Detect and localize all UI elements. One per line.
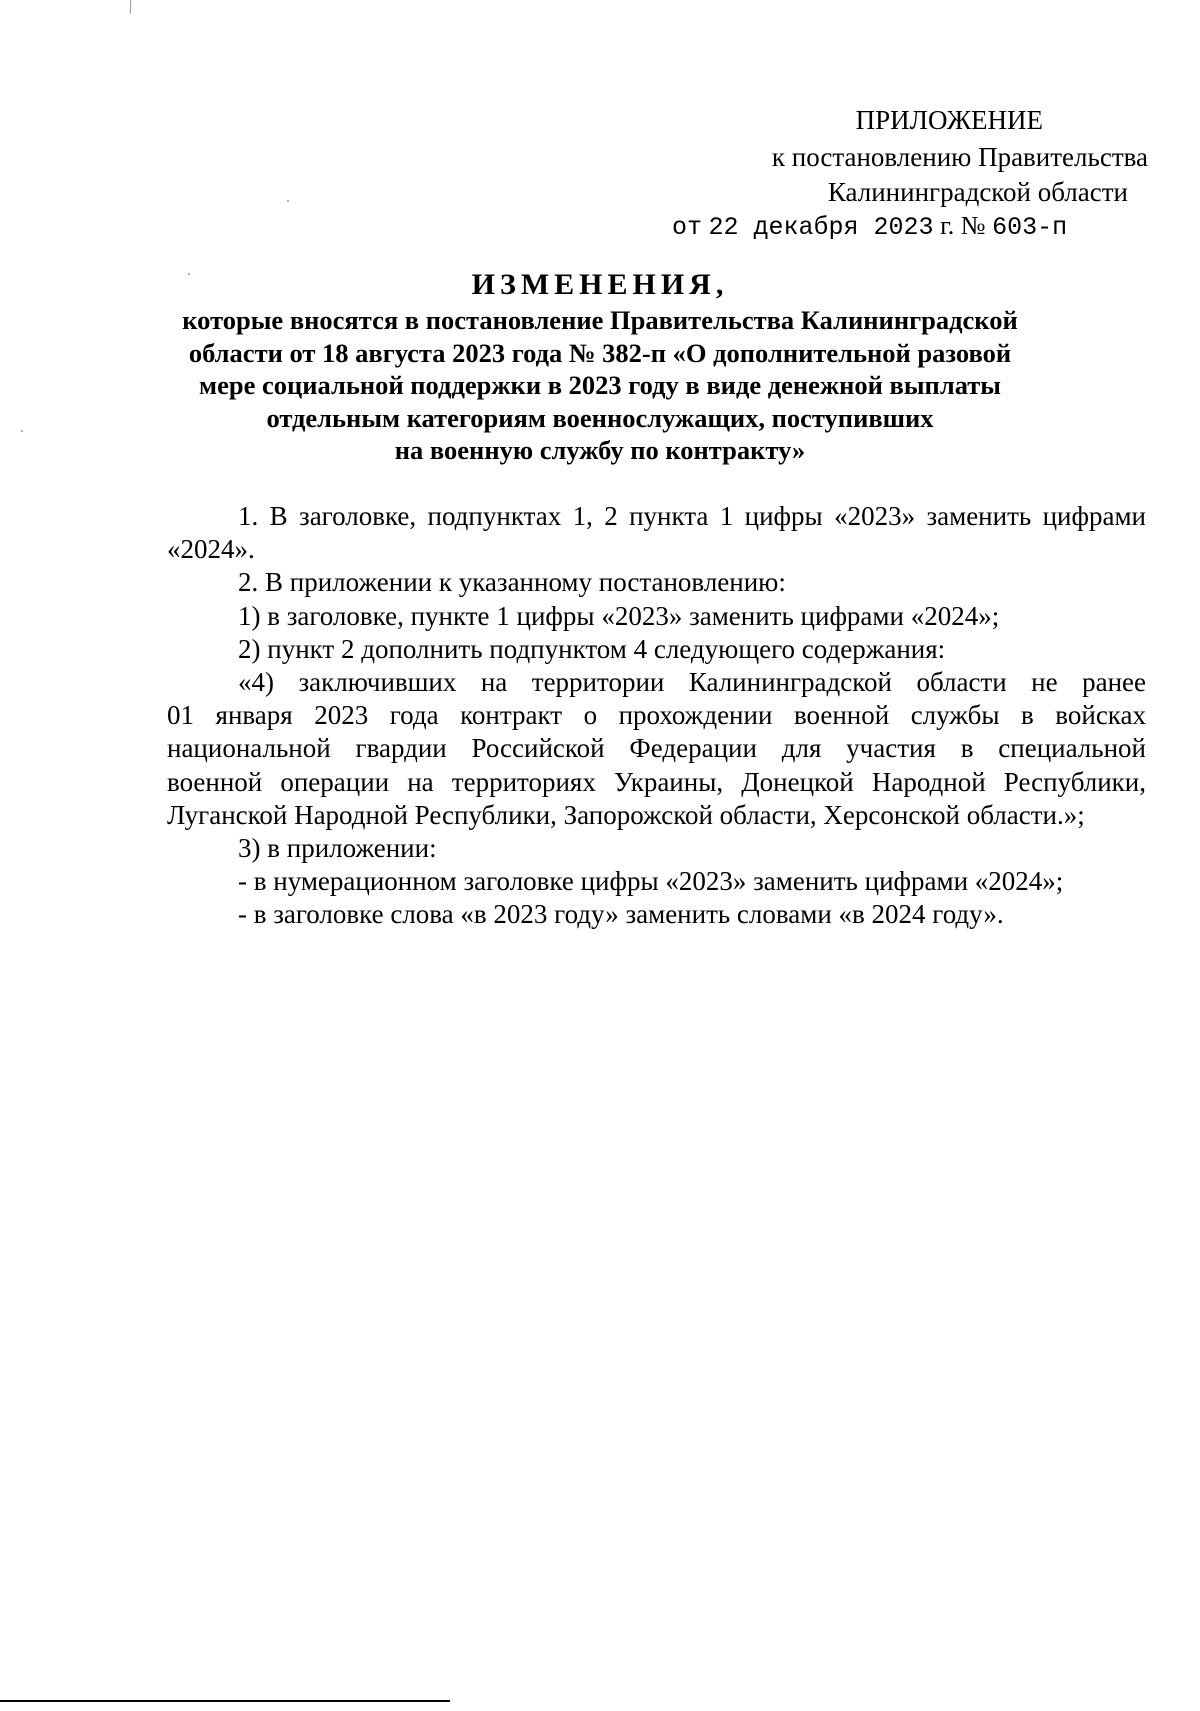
quote-line: военной операции на территориях Украины, Донецкой Народной Республики, [167, 766, 1146, 797]
paragraph-3: 1) в заголовке, пункте 1 цифры «2023» заменить цифрами «2024»; [238, 600, 1000, 631]
paragraph-1-line-2: «2024». [167, 534, 255, 565]
paragraph-1-line-1: 1. В заголовке, подпунктах 1, 2 пункта 1 цифры «2023» заменить цифрами [238, 501, 1146, 531]
date-year-suffix: г. [940, 211, 955, 240]
subtitle-line: мере социальной поддержки в 2023 году в виде денежной выплаты [199, 370, 1001, 401]
number-value: 603-п [992, 213, 1068, 242]
document-title: ИЗМЕНЕНИЯ, [471, 268, 729, 301]
date-prefix: от [672, 213, 703, 242]
date-value: 22 декабря 2023 [708, 213, 934, 242]
scan-edge-line [0, 1700, 450, 1702]
quote-line: Луганской Народной Республики, Запорожской области, Херсонской области.»; [167, 799, 1085, 830]
document-subtitle [100, 304, 1100, 467]
appendix-date-line [672, 209, 1067, 245]
quote-line: 01 января 2023 года контракт о прохождении военной службы в войсках [167, 700, 1146, 731]
scan-mark-top [130, 0, 131, 14]
paragraph-4: 2) пункт 2 дополнить подпунктом 4 следующего содержания: [238, 633, 946, 664]
quote-line: «4) заключивших на территории Калининградской области не ранее [238, 667, 1146, 698]
subtitle-line: которые вносятся в постановление Правительства Калининградской [182, 305, 1018, 335]
quote-line: национальной гвардии Российской Федерации для участия в специальной [167, 733, 1146, 764]
paragraph-6: - в нумерационном заголовке цифры «2023» заменить цифрами «2024»; [238, 866, 1064, 897]
paragraph-7: - в заголовке слова «в 2023 году» заменить словами «в 2024 году». [238, 899, 1004, 930]
appendix-line2: Калининградской области [827, 177, 1128, 207]
appendix-title: ПРИЛОЖЕНИЕ [855, 105, 1043, 135]
scan-dot [21, 430, 23, 432]
paragraph-2: 2. В приложении к указанному постановлению: [238, 567, 786, 598]
document-body [167, 500, 1146, 932]
subtitle-line: отдельным категориям военнослужащих, поступивших [266, 402, 934, 433]
subtitle-line: области от 18 августа 2023 года № 382-п «О дополнительной разовой [188, 337, 1012, 368]
appendix-line1: к постановлению Правительства [771, 142, 1148, 172]
number-sign: № [960, 211, 986, 240]
paragraph-5: 3) в приложении: [238, 833, 437, 864]
subtitle-line: на военную службу по контракту» [394, 435, 806, 466]
